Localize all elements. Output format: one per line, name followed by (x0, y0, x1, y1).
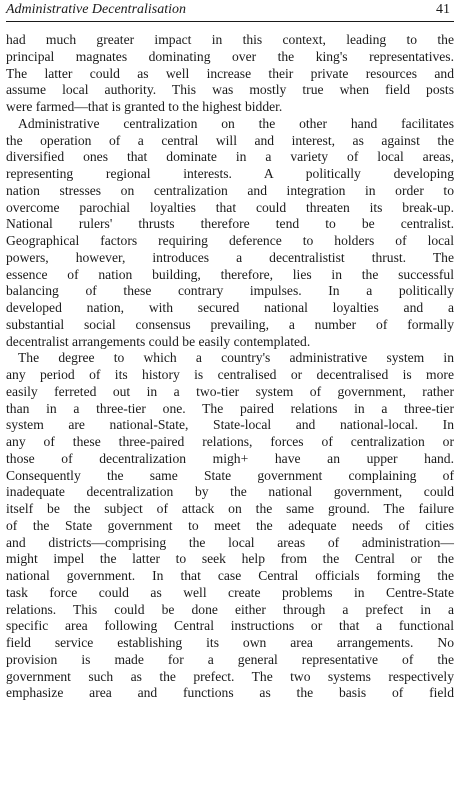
text-line: and districts—comprising the local areas of administration— (6, 534, 454, 550)
text-line: task force could as well create problems in Centre-State (6, 584, 454, 600)
text-line: than in a three-tier one. The paired relations in a three-tier (6, 400, 454, 416)
text-line: The latter could as well increase their private resources and (6, 65, 454, 81)
text-line: inadequate decentralization by the national government, could (6, 484, 454, 500)
text-line: National rulers' thrusts therefore tend to be centralist. (6, 216, 454, 232)
text-line: field service establishing its own area arrangements. No (6, 635, 454, 650)
text-line: Administrative centralization on the other hand facilitates (18, 115, 454, 131)
text-line: any period of its history is centralised or decentralised is more (6, 367, 454, 382)
paragraph (6, 32, 454, 116)
text-line: might impel the latter to seek help from the Central or the (6, 551, 454, 567)
page-header (6, 2, 454, 22)
text-line: Geographical factors requiring deference to holders of local (6, 233, 454, 248)
text-line: system are national-State, State-local and national-local. In (6, 417, 454, 433)
text-line: principal magnates dominating over the king's representatives. (6, 48, 454, 64)
text-line: diversified ones that dominate in a variety of local areas, (6, 149, 454, 165)
body-text (6, 32, 454, 702)
text-line: balancing of these contrary impulses. In a politically (6, 283, 454, 299)
text-line: itself be the subject of attack on the same ground. The failure (6, 501, 454, 516)
text-line: the operation of a central will and interest, as against the (6, 132, 454, 148)
text-line: national government. In that case Central officials forming the (6, 568, 454, 583)
text-line: were farmed—that is granted to the highest bidder. (6, 99, 283, 114)
text-line: emphasize area and functions as the basis of field (6, 685, 454, 701)
text-line: The degree to which a country's administrative system in (18, 350, 454, 366)
text-line: those of decentralization migh+ have an upper hand. (6, 450, 454, 466)
text-line: government such as the prefect. The two systems respectively (6, 668, 454, 684)
text-line: provision is made for a general representative of the (6, 651, 454, 667)
text-line: relations. This could be done either through a prefect in a (6, 601, 454, 617)
text-line: any of these three-paired relations, forces of centralization or (6, 434, 454, 449)
paragraph (6, 116, 454, 351)
text-line: specific area following Central instructions or that a functional (6, 618, 454, 634)
text-line: easily ferreted out in a two-tier system of government, rather (6, 383, 454, 399)
text-line: representing regional interests. A politically developing (6, 166, 454, 181)
text-line: overcome parochial loyalties that could threaten its break-up. (6, 199, 454, 215)
page-number: 41 (436, 2, 450, 17)
text-line: had much greater impact in this context, leading to the (6, 32, 454, 47)
running-title: Administrative Decentralisation (6, 2, 187, 17)
text-line: developed nation, with secured national loyalties and a (6, 300, 454, 315)
paragraph (6, 350, 454, 702)
text-line: assume local authority. This was mostly true when field posts (6, 82, 454, 98)
text-line: decentralist arrangements could be easily contemplated. (6, 333, 311, 349)
text-line: Consequently the same State government complaining of (6, 467, 454, 483)
text-line: nation stresses on centralization and integration in order to (6, 182, 454, 198)
text-line: essence of nation building, therefore, lies in the successful (6, 266, 454, 282)
text-line: powers, however, introduces a decentralistist thrust. The (6, 249, 454, 265)
text-line: substantial social consensus prevailing, a number of formally (6, 316, 454, 332)
text-line: of the State government to meet the adequate needs of cities (6, 517, 454, 533)
